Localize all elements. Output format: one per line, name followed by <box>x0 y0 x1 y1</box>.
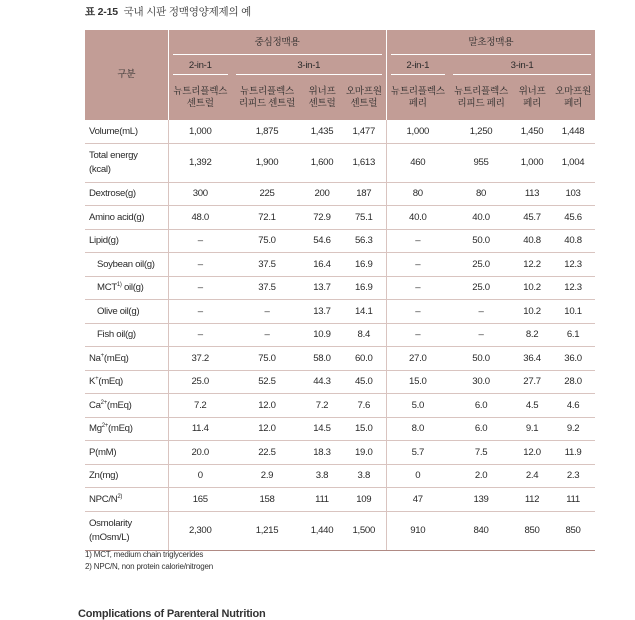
table-cell: 4.5 <box>513 394 551 418</box>
row-label <box>85 347 168 371</box>
table-cell: 16.9 <box>342 276 386 300</box>
table-cell: 1,250 <box>449 120 513 143</box>
table-cell: – <box>168 300 232 324</box>
table-cell: 37.5 <box>232 276 302 300</box>
table-row <box>85 441 595 465</box>
table-cell: 28.0 <box>551 370 595 394</box>
table-cell: 37.5 <box>232 253 302 277</box>
table-cell: – <box>386 300 449 324</box>
table-cell: 111 <box>551 488 595 512</box>
row-label-text: Mg <box>89 423 102 435</box>
table-cell: 1,440 <box>302 511 342 550</box>
table-row <box>85 370 595 394</box>
row-label-text: Na <box>89 352 101 364</box>
table-cell: 40.0 <box>386 206 449 230</box>
table-row <box>85 229 595 253</box>
row-label-text: K <box>89 376 96 388</box>
table-cell: 19.0 <box>342 441 386 465</box>
table-cell: 25.0 <box>168 370 232 394</box>
table-row <box>85 417 595 441</box>
row-label <box>85 300 168 324</box>
row-label-superscript: 1) <box>116 282 122 289</box>
row-label-line: Total energy <box>89 150 138 162</box>
row-label-text: Amino acid(g) <box>89 211 145 223</box>
table-cell: 10.2 <box>513 300 551 324</box>
table-cell: 80 <box>449 182 513 206</box>
product-name-line: 리피드 페리 <box>457 98 505 109</box>
row-label-text: Lipid(g) <box>89 235 119 247</box>
next-section-heading: Complications of Parenteral Nutrition <box>78 608 266 620</box>
table-cell: 13.7 <box>302 276 342 300</box>
table-cell: – <box>386 253 449 277</box>
table-cell: 13.7 <box>302 300 342 324</box>
table-cell: 27.7 <box>513 370 551 394</box>
table-cell: 300 <box>168 182 232 206</box>
table-cell: 10.9 <box>302 323 342 347</box>
table-cell: 20.0 <box>168 441 232 465</box>
row-label-text: Dextrose(g) <box>89 188 136 200</box>
product-header <box>302 76 342 120</box>
table-cell: 1,448 <box>551 120 595 143</box>
table-cell: 37.2 <box>168 347 232 371</box>
table-cell: 11.9 <box>551 441 595 465</box>
table-cell: 139 <box>449 488 513 512</box>
table-title <box>85 4 251 19</box>
header-gubun: 구분 <box>85 30 168 120</box>
table-row <box>85 276 595 300</box>
product-header <box>449 76 513 120</box>
header-central: 중심정맥용 <box>168 30 386 56</box>
table-cell: 2.9 <box>232 464 302 488</box>
table-cell: 50.0 <box>449 347 513 371</box>
row-label-text: MCT <box>97 282 117 294</box>
table-cell: 460 <box>386 143 449 182</box>
row-label <box>85 417 168 441</box>
product-name-line: 오마프원 <box>345 86 382 98</box>
table-cell: 40.8 <box>551 229 595 253</box>
product-header <box>513 76 551 120</box>
row-label-superscript: 2+ <box>101 423 108 430</box>
table-cell: 1,900 <box>232 143 302 182</box>
table-cell: 8.2 <box>513 323 551 347</box>
table-cell: 2.4 <box>513 464 551 488</box>
table-cell: – <box>232 300 302 324</box>
table-cell: 36.0 <box>551 347 595 371</box>
row-label <box>85 182 168 206</box>
table-cell: 955 <box>449 143 513 182</box>
table-cell: 113 <box>513 182 551 206</box>
table-cell: 5.0 <box>386 394 449 418</box>
table-row <box>85 206 595 230</box>
row-label <box>85 323 168 347</box>
product-name-line: 리피드 센트럴 <box>238 98 296 109</box>
table-cell: 1,000 <box>513 143 551 182</box>
row-label <box>85 464 168 488</box>
table-cell: 45.7 <box>513 206 551 230</box>
table-cell: 109 <box>342 488 386 512</box>
row-label-line: (kcal) <box>89 163 111 175</box>
row-label-text: Soybean oil(g) <box>97 258 155 270</box>
table-cell: – <box>168 323 232 347</box>
table-cell: 1,477 <box>342 120 386 143</box>
table-cell: 1,600 <box>302 143 342 182</box>
table-cell: 7.2 <box>168 394 232 418</box>
table-cell: 7.5 <box>449 441 513 465</box>
table-cell: 2,300 <box>168 511 232 550</box>
table-cell: – <box>168 253 232 277</box>
table-cell: 2.3 <box>551 464 595 488</box>
row-label-superscript: 2+ <box>100 399 107 406</box>
table-row <box>85 394 595 418</box>
table-cell: 7.6 <box>342 394 386 418</box>
table-cell: 36.4 <box>513 347 551 371</box>
table-cell: – <box>168 276 232 300</box>
table-number: 표 2-15 <box>85 6 118 18</box>
row-label-superscript: + <box>95 376 99 383</box>
row-label-text: NPC/N <box>89 493 118 505</box>
row-label <box>85 488 168 512</box>
table-cell: 4.6 <box>551 394 595 418</box>
table-cell: 22.5 <box>232 441 302 465</box>
table-cell: 1,392 <box>168 143 232 182</box>
row-label-text: Zn(mg) <box>89 470 119 482</box>
table-cell: 1,613 <box>342 143 386 182</box>
row-label-unit: (mEq) <box>106 399 132 411</box>
table-cell: 40.8 <box>513 229 551 253</box>
table-cell: 3.8 <box>302 464 342 488</box>
table-row <box>85 120 595 143</box>
table-cell: 56.3 <box>342 229 386 253</box>
row-label <box>85 143 168 182</box>
table-cell: 8.0 <box>386 417 449 441</box>
nutrition-table <box>85 30 595 551</box>
row-label-unit: (mEq) <box>107 423 133 435</box>
table-cell: 0 <box>168 464 232 488</box>
product-name-line: 페리 <box>564 98 583 109</box>
table-cell: 1,450 <box>513 120 551 143</box>
table-cell: 9.1 <box>513 417 551 441</box>
table-cell: 1,875 <box>232 120 302 143</box>
product-header <box>232 76 302 120</box>
table-cell: 840 <box>449 511 513 550</box>
table-cell: 15.0 <box>386 370 449 394</box>
table-cell: 30.0 <box>449 370 513 394</box>
table-cell: 1,215 <box>232 511 302 550</box>
row-label-text: Volume(mL) <box>89 125 138 137</box>
row-label-unit: (mEq) <box>98 376 123 388</box>
table-cell: 103 <box>551 182 595 206</box>
table-row <box>85 464 595 488</box>
table-cell: 200 <box>302 182 342 206</box>
table-cell: 75.1 <box>342 206 386 230</box>
table-cell: 50.0 <box>449 229 513 253</box>
header-peripheral: 말초정맥용 <box>386 30 595 56</box>
product-header <box>342 76 386 120</box>
table-cell: 910 <box>386 511 449 550</box>
table-cell: 16.9 <box>342 253 386 277</box>
row-label-text: Fish oil(g) <box>97 329 136 341</box>
table-cell: 9.2 <box>551 417 595 441</box>
table-cell: 58.0 <box>302 347 342 371</box>
table-cell: 3.8 <box>342 464 386 488</box>
header-peripheral-3in1: 3-in-1 <box>449 56 595 76</box>
row-label-line: (mOsm/L) <box>89 531 130 543</box>
product-name-line: 오마프원 <box>555 86 591 98</box>
row-label-superscript: + <box>100 352 104 359</box>
table-cell: 6.1 <box>551 323 595 347</box>
table-cell: 45.0 <box>342 370 386 394</box>
table-cell: 40.0 <box>449 206 513 230</box>
table-cell: 158 <box>232 488 302 512</box>
table-cell: – <box>386 229 449 253</box>
row-label <box>85 441 168 465</box>
table-cell: – <box>232 323 302 347</box>
table-cell: 15.0 <box>342 417 386 441</box>
table-cell: 27.0 <box>386 347 449 371</box>
table-cell: 12.0 <box>232 394 302 418</box>
table-cell: 1,004 <box>551 143 595 182</box>
row-label-text: Olive oil(g) <box>97 305 140 317</box>
table-cell: 8.4 <box>342 323 386 347</box>
table-cell: 10.2 <box>513 276 551 300</box>
row-label <box>85 206 168 230</box>
table-cell: 25.0 <box>449 253 513 277</box>
table-row <box>85 182 595 206</box>
row-label-text: P(mM) <box>89 446 117 458</box>
table-cell: 14.1 <box>342 300 386 324</box>
product-name-line: 센트럴 <box>308 98 336 109</box>
row-label <box>85 394 168 418</box>
table-cell: 75.0 <box>232 347 302 371</box>
table-cell: 47 <box>386 488 449 512</box>
table-cell: 850 <box>513 511 551 550</box>
footnote: 1) MCT, medium chain triglycerides <box>85 550 204 559</box>
table-cell: 12.3 <box>551 253 595 277</box>
table-cell: 1,435 <box>302 120 342 143</box>
row-label <box>85 370 168 394</box>
header-peripheral-2in1: 2-in-1 <box>386 56 449 76</box>
table-cell: 60.0 <box>342 347 386 371</box>
table-cell: 16.4 <box>302 253 342 277</box>
product-name-line: 센트럴 <box>186 98 214 109</box>
table-cell: – <box>449 300 513 324</box>
row-label <box>85 253 168 277</box>
row-label-unit: oil(g) <box>121 282 144 294</box>
header-central-3in1: 3-in-1 <box>232 56 386 76</box>
product-header <box>168 76 232 120</box>
table-cell: 6.0 <box>449 394 513 418</box>
product-name-line: 페리 <box>523 98 541 109</box>
row-label <box>85 276 168 300</box>
table-cell: 75.0 <box>232 229 302 253</box>
table-cell: 54.6 <box>302 229 342 253</box>
row-label <box>85 120 168 143</box>
table-cell: 1,000 <box>168 120 232 143</box>
table-cell: 52.5 <box>232 370 302 394</box>
product-name-line: 위너프 <box>308 86 336 98</box>
footnote: 2) NPC/N, non protein calorie/nitrogen <box>85 562 214 571</box>
product-name-line: 페리 <box>408 98 427 109</box>
table-cell: 12.0 <box>513 441 551 465</box>
table-cell: 12.2 <box>513 253 551 277</box>
table-cell: 165 <box>168 488 232 512</box>
row-label-superscript: 2) <box>117 493 123 500</box>
table-cell: 44.3 <box>302 370 342 394</box>
product-header <box>386 76 449 120</box>
table-cell: – <box>449 323 513 347</box>
product-name-line: 뉴트리플렉스 <box>454 86 508 98</box>
row-label-text: Ca <box>89 399 101 411</box>
table-cell: – <box>168 229 232 253</box>
table-cell: 7.2 <box>302 394 342 418</box>
table-cell: 11.4 <box>168 417 232 441</box>
table-cell: 12.0 <box>232 417 302 441</box>
table-cell: 1,000 <box>386 120 449 143</box>
product-name-line: 뉴트리플렉스 <box>173 86 228 98</box>
header-central-2in1: 2-in-1 <box>168 56 232 76</box>
table-cell: 72.1 <box>232 206 302 230</box>
table-row <box>85 253 595 277</box>
product-name-line: 센트럴 <box>350 98 378 109</box>
table-row <box>85 347 595 371</box>
table-cell: 187 <box>342 182 386 206</box>
product-header <box>551 76 595 120</box>
table-cell: 2.0 <box>449 464 513 488</box>
table-cell: 80 <box>386 182 449 206</box>
table-cell: 45.6 <box>551 206 595 230</box>
table-cell: 48.0 <box>168 206 232 230</box>
product-name-line: 뉴트리플렉스 <box>390 86 445 98</box>
table-cell: 12.3 <box>551 276 595 300</box>
table-row <box>85 143 595 182</box>
table-cell: – <box>386 276 449 300</box>
table-cell: 72.9 <box>302 206 342 230</box>
table-cell: – <box>386 323 449 347</box>
table-cell: 10.1 <box>551 300 595 324</box>
table-cell: 5.7 <box>386 441 449 465</box>
table-cell: 1,500 <box>342 511 386 550</box>
product-name-line: 위너프 <box>518 86 546 98</box>
row-label <box>85 511 168 550</box>
table-cell: 18.3 <box>302 441 342 465</box>
table-row <box>85 511 595 550</box>
table-cell: 14.5 <box>302 417 342 441</box>
product-name-line: 뉴트리플렉스 <box>240 86 294 98</box>
table-cell: 6.0 <box>449 417 513 441</box>
table-cell: 25.0 <box>449 276 513 300</box>
table-row <box>85 323 595 347</box>
table-row <box>85 300 595 324</box>
table-cell: 112 <box>513 488 551 512</box>
table-row <box>85 488 595 512</box>
table-caption: 국내 시판 정맥영양제제의 예 <box>123 6 252 18</box>
row-label <box>85 229 168 253</box>
row-label-line: Osmolarity <box>89 518 132 530</box>
table-cell: 850 <box>551 511 595 550</box>
row-label-unit: (mEq) <box>103 352 129 364</box>
footnotes <box>85 549 213 573</box>
table-cell: 111 <box>302 488 342 512</box>
table-cell: 0 <box>386 464 449 488</box>
table-cell: 225 <box>232 182 302 206</box>
